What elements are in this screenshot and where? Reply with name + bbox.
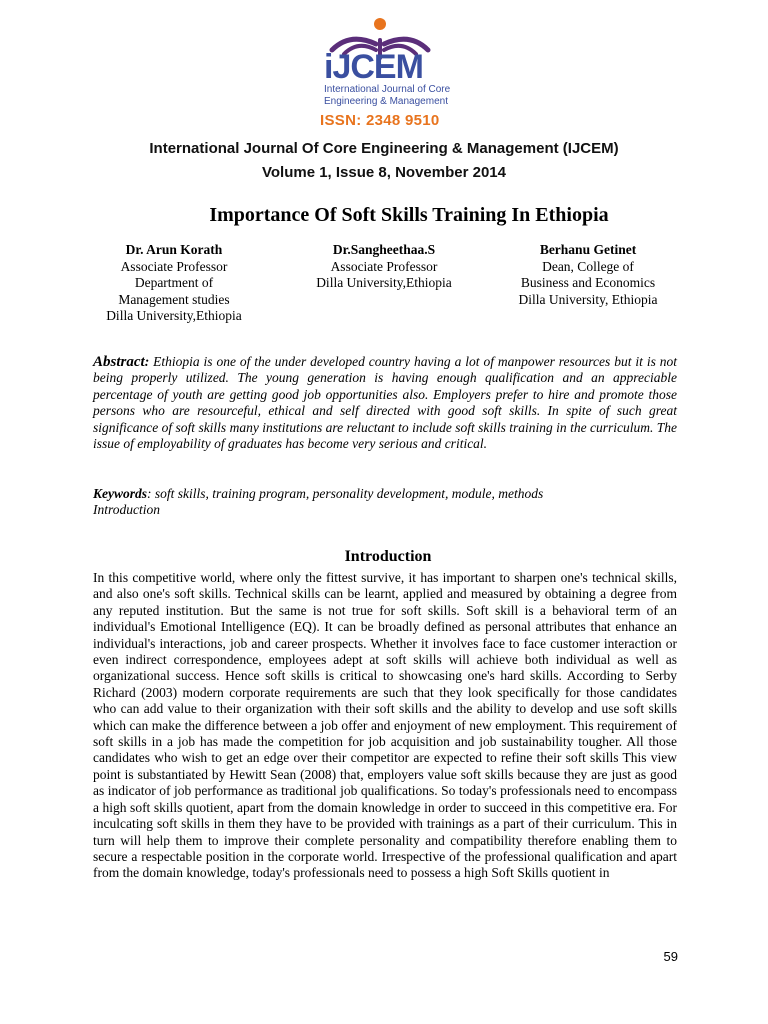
author-affiliation-line: Management studies [118, 291, 230, 307]
paper-title: Importance Of Soft Skills Training In Ethiopia [209, 204, 609, 226]
journal-issue: Volume 1, Issue 8, November 2014 [261, 164, 506, 181]
logo-subtitle [324, 84, 464, 108]
author-name: Dr.Sangheethaa.S [332, 242, 436, 257]
logo-subtitle-line2: Engineering & Management [324, 96, 448, 107]
author-affiliation-line: Dilla University,Ethiopia [106, 308, 242, 323]
abstract: Abstract: Ethiopia is one of the under developed country having a lot of manpower resources but it is not being properly utilized. The young generation is having enough qualification and an appreciable percentage of youth are getting good job opportunities also. Employers prefer to hire and promote those persons who are resourceful, ethical and self directed with good soft skills. In spite of such great significance of soft skills many institutions are reluctant to include soft skills training in the curriculum. The issue of employability of graduates has become very serious and critical. [93, 354, 677, 452]
logo-subtitle-line1: International Journal of Core [324, 84, 451, 95]
keywords-text: : soft skills, training program, personality development, module, methods [147, 486, 544, 501]
author-affiliation-line: Business and Economics [520, 275, 656, 290]
author-affiliation-line: Associate Professor [330, 258, 438, 274]
author-affiliation-line: Associate Professor [120, 258, 228, 274]
journal-logo [310, 14, 460, 132]
author-affiliation-line: Dilla University,Ethiopia [316, 275, 452, 290]
journal-name: International Journal Of Core Engineering & Management (IJCEM) [149, 140, 619, 157]
author-block [500, 242, 676, 308]
keywords-label: Keywords [93, 486, 147, 501]
author-name: Dr. Arun Korath [125, 242, 223, 257]
author-name: Berhanu Getinet [539, 242, 637, 257]
keywords-line2: Introduction [93, 502, 160, 518]
author-affiliation-line: Dilla University, Ethiopia [518, 291, 658, 307]
author-block [296, 242, 472, 292]
page-number: 59 [663, 949, 678, 964]
intro-paragraph: In this competitive world, where only the fittest survive, it has important to sharpen one's technical skills, and also one's soft skills. Technical skills can be learnt, applied and measured by obtaining a degree from any reputed institution. But the same is not true for soft skills. Soft skill is a behavioral term of an individual's Emotional Intelligence (EQ). It can be broadly defined as personal attributes that enhance an individual's interactions, job and career prospects. Whether it involves face to face customer interaction or even indirect correspondence, employees adept at soft skills will achieve both individual as well as organizational success. Hence soft skills is critical to showcasing one's hard skills. According to Serby Richard (2003) modern corporate requirements are such that they look specifically for those candidates who can add value to their organization with their soft skills and the ability to develop and use soft skills which can make the difference between a job offer and enjoyment of new employment. This requirement of soft skills in a job has made the competition for job acquisition and job sustainability tougher. All those candidates who wish to get an edge over their competitor are expected to refine their soft skills This view point is substantiated by Hewitt Sean (2008) that, employers value soft skills because they are just as good as indicator of job performance as traditional job qualifications. So today's professionals need to encompass a high soft skills quotient, apart from the domain knowledge in order to succeed in this competitive era. For inculcating soft skills in them they have to be provided with trainings as a part of their curriculum. This in turn will help them to improve their complete personality and compatibility therefore enabling them to secure a respectable position in the corporate world. Irrespective of the professional qualification and apart from the domain knowledge, today's professionals need to possess a high Soft Skills quotient in [93, 570, 677, 881]
author-affiliation-line: Dean, College of [542, 258, 634, 274]
author-block [82, 242, 266, 325]
keywords [93, 486, 677, 519]
logo-brand: iJCEM [324, 48, 423, 86]
abstract-text: Ethiopia is one of the under developed country having a lot of manpower resources but it is not being properly utilized. The young generation is having enough qualification and an appreciable percentage of youth are getting good job opportunities also. Employers prefer to hire and promote those persons who are resourceful, ethical and self directed with good soft skills. In spite of such great significance of soft skills many institutions are reluctant to include soft skills training in the curriculum. The issue of employability of graduates has become very serious and critical. [93, 354, 677, 452]
section-heading: Introduction [344, 548, 432, 565]
author-affiliation-line: Department of [134, 275, 214, 290]
abstract-label: Abstract [93, 354, 145, 370]
issn: ISSN: 2348 9510 [320, 112, 440, 129]
